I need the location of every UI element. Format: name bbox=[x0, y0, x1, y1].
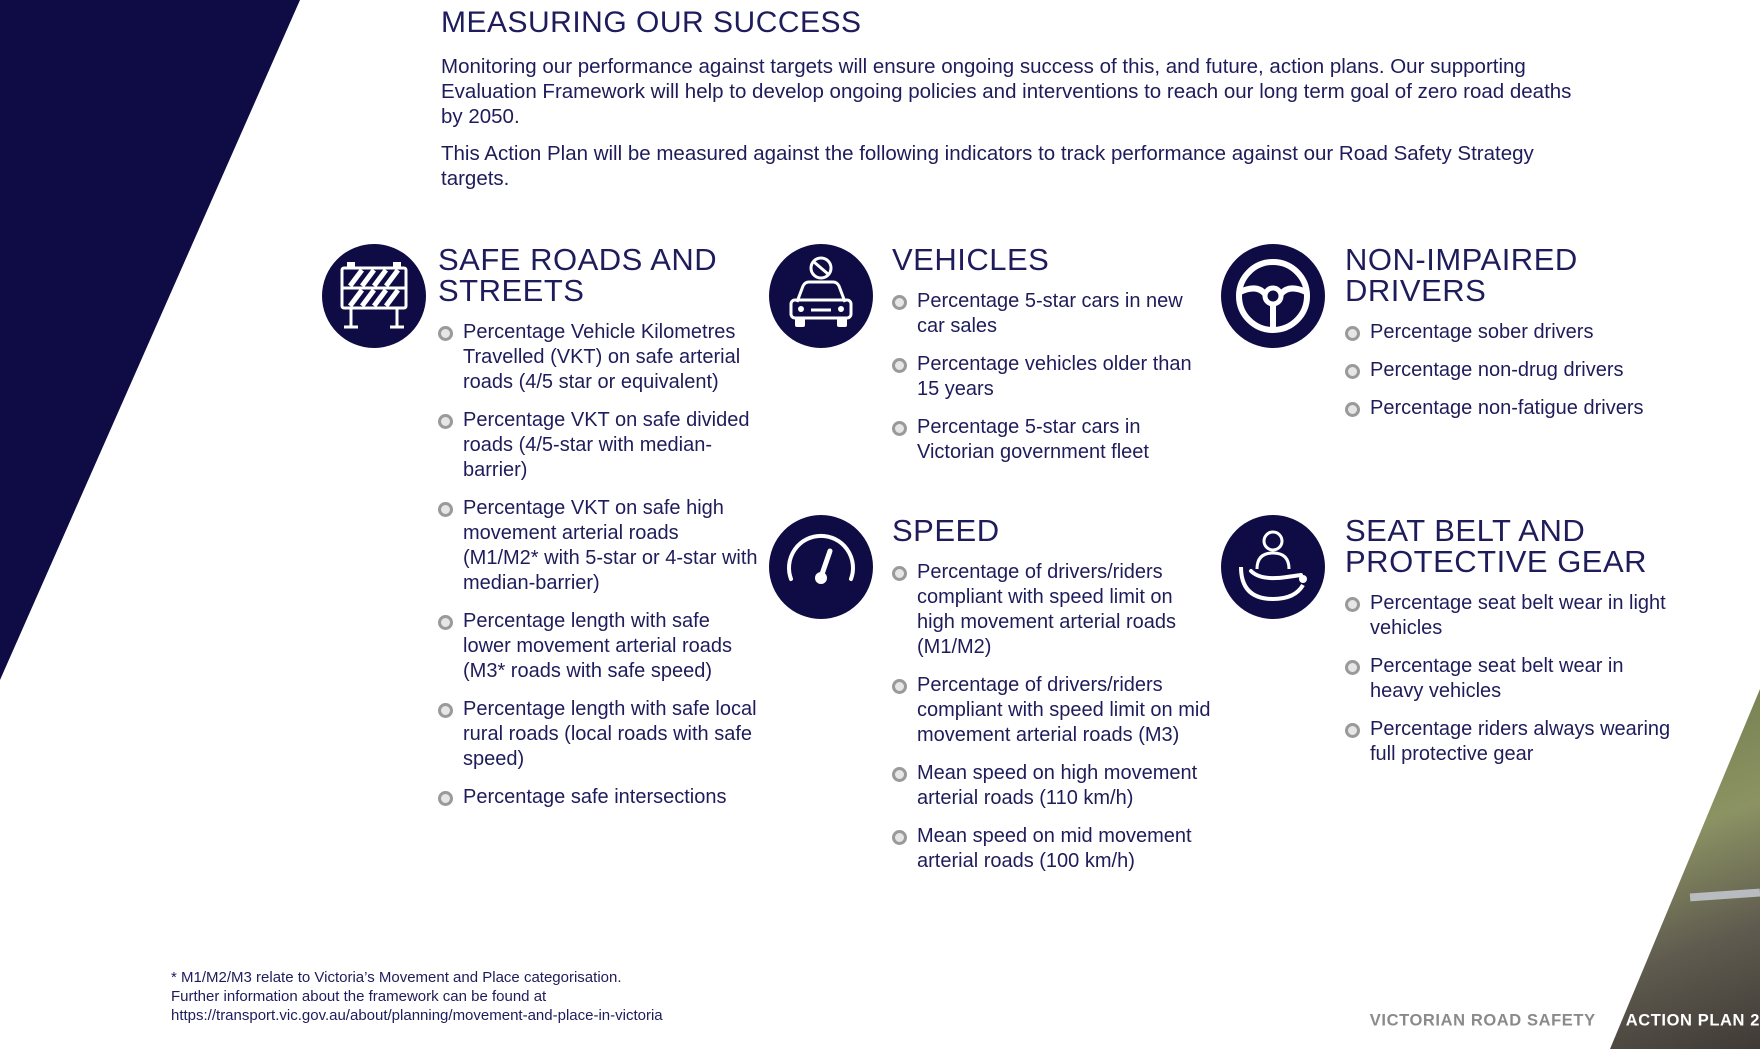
footnote-url[interactable]: https://transport.vic.gov.au/about/planning/movement-and-place-in-victoria bbox=[171, 1007, 663, 1024]
intro-text bbox=[441, 54, 1591, 203]
section-content bbox=[1345, 244, 1665, 434]
section-title: SPEED bbox=[892, 513, 1000, 548]
list-item: Percentage of drivers/riders compliant with speed limit on high movement arterial roads (M1/M2) bbox=[892, 560, 1212, 660]
section-content bbox=[1345, 515, 1675, 780]
footnote-line-1: * M1/M2/M3 relate to Victoria’s Movement and Place categorisation. bbox=[171, 969, 622, 986]
section-content bbox=[892, 515, 1212, 887]
list-item: Percentage sober drivers bbox=[1345, 320, 1665, 345]
indicator-list bbox=[1345, 591, 1675, 767]
road-barrier-icon bbox=[322, 244, 426, 348]
list-item: Percentage VKT on safe high movement arterial roads (M1/M2* with 5-star or 4-star with median-barrier) bbox=[438, 496, 758, 596]
list-item: Percentage 5-star cars in Victorian government fleet bbox=[892, 415, 1212, 465]
intro-paragraph-1: Monitoring our performance against targets will ensure ongoing success of this, and future, action plans. Our supporting Evaluation Framework will help to develop ongoing policies and interventions to reach our long term goal of zero road deaths by 2050. bbox=[441, 55, 1572, 128]
list-item: Percentage of drivers/riders compliant with speed limit on mid movement arterial roads (M3) bbox=[892, 673, 1212, 748]
seatbelt-person-icon bbox=[1221, 515, 1325, 619]
footnote bbox=[171, 968, 811, 1025]
footer-separator bbox=[1606, 1010, 1616, 1032]
list-item: Mean speed on mid movement arterial roads (100 km/h) bbox=[892, 824, 1212, 874]
intro-paragraph-2: This Action Plan will be measured against the following indicators to track performance against our Road Safety Strategy targets. bbox=[441, 142, 1534, 190]
list-item: Percentage Vehicle Kilometres Travelled (VKT) on safe arterial roads (4/5 star or equivalent) bbox=[438, 320, 758, 395]
page-title: MEASURING OUR SUCCESS bbox=[441, 6, 862, 39]
footnote-line-2: Further information about the framework can be found at bbox=[171, 988, 547, 1005]
list-item: Percentage seat belt wear in light vehicles bbox=[1345, 591, 1675, 641]
list-item: Percentage length with safe lower movement arterial roads (M3* roads with safe speed) bbox=[438, 609, 758, 684]
navy-diagonal-shape bbox=[0, 0, 300, 700]
section-title: SEAT BELT AND PROTECTIVE GEAR bbox=[1345, 513, 1648, 579]
indicator-list bbox=[1345, 320, 1665, 421]
footer-brand: VICTORIAN ROAD SAFETY bbox=[1369, 1011, 1596, 1030]
list-item: Percentage length with safe local rural roads (local roads with safe speed) bbox=[438, 697, 758, 772]
indicator-list bbox=[438, 320, 758, 810]
page-footer bbox=[1370, 1010, 1760, 1034]
steering-wheel-icon bbox=[1221, 244, 1325, 348]
list-item: Mean speed on high movement arterial roads (110 km/h) bbox=[892, 761, 1212, 811]
footer-plan: ACTION PLAN 2 bbox=[1625, 1011, 1760, 1030]
list-item: Percentage 5-star cars in new car sales bbox=[892, 289, 1212, 339]
section-content bbox=[438, 244, 758, 823]
list-item: Percentage safe intersections bbox=[438, 785, 758, 810]
indicator-list bbox=[892, 289, 1212, 465]
list-item: Percentage vehicles older than 15 years bbox=[892, 352, 1212, 402]
car-icon bbox=[769, 244, 873, 348]
list-item: Percentage riders always wearing full protective gear bbox=[1345, 717, 1675, 767]
section-title: SAFE ROADS AND STREETS bbox=[438, 242, 718, 308]
section-title: NON-IMPAIRED DRIVERS bbox=[1345, 242, 1578, 308]
list-item: Percentage non-fatigue drivers bbox=[1345, 396, 1665, 421]
list-item: Percentage non-drug drivers bbox=[1345, 358, 1665, 383]
list-item: Percentage seat belt wear in heavy vehicles bbox=[1345, 654, 1675, 704]
speedometer-icon bbox=[769, 515, 873, 619]
indicator-list bbox=[892, 560, 1212, 874]
section-content bbox=[892, 244, 1212, 478]
list-item: Percentage VKT on safe divided roads (4/5-star with median-barrier) bbox=[438, 408, 758, 483]
section-title: VEHICLES bbox=[892, 242, 1050, 277]
